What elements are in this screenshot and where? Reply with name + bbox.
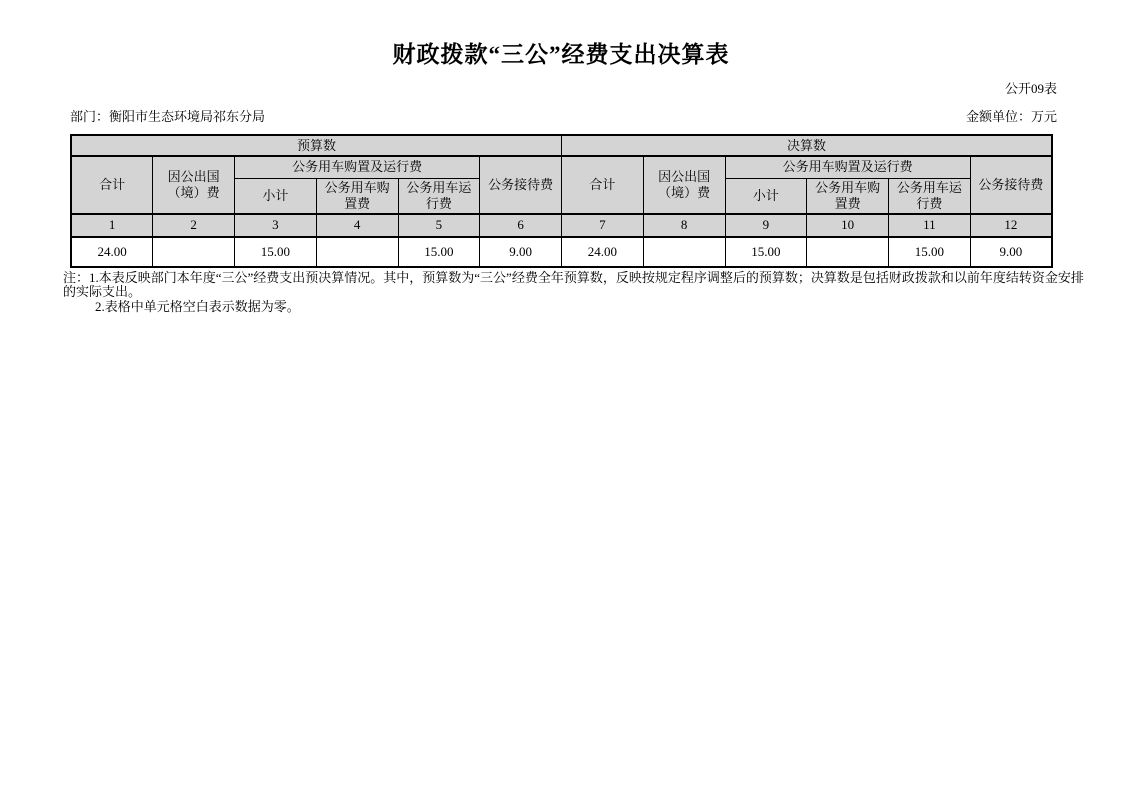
value-budget-total: 24.00	[71, 237, 153, 267]
form-code: 公开09表	[1004, 81, 1057, 96]
header-final-abroad: 因公出国（境）费	[643, 156, 725, 214]
column-number: 8	[643, 214, 725, 237]
value-budget-vehicle-operation: 15.00	[398, 237, 480, 267]
value-budget-abroad	[153, 237, 235, 267]
column-number: 4	[316, 214, 398, 237]
header-final-vehicle-subtotal: 小计	[725, 178, 807, 214]
three-public-expense-table	[70, 134, 1053, 268]
unit-label: 金额单位：万元	[965, 109, 1057, 124]
column-number: 2	[153, 214, 235, 237]
department-label: 部门：衡阳市生态环境局祁东分局	[70, 109, 266, 124]
header-final-total: 合计	[562, 156, 644, 214]
column-number: 3	[235, 214, 317, 237]
value-budget-vehicle-purchase	[316, 237, 398, 267]
column-number: 7	[562, 214, 644, 237]
column-number: 10	[807, 214, 889, 237]
column-number: 6	[480, 214, 562, 237]
column-number: 12	[970, 214, 1052, 237]
value-final-vehicle-operation: 15.00	[889, 237, 971, 267]
header-final-reception: 公务接待费	[970, 156, 1052, 214]
value-final-vehicle-subtotal: 15.00	[725, 237, 807, 267]
column-number: 5	[398, 214, 480, 237]
value-budget-vehicle-subtotal: 15.00	[235, 237, 317, 267]
meta-row	[70, 106, 1057, 125]
note-line-3: 2.表格中单元格空白表示数据为零。	[95, 298, 300, 314]
header-budget-vehicle-purchase: 公务用车购置费	[316, 178, 398, 214]
group-budget: 预算数	[71, 135, 562, 156]
column-number: 9	[725, 214, 807, 237]
document-page	[0, 36, 1122, 793]
note-line-2: 的实际支出。	[63, 284, 142, 299]
data-row	[71, 237, 1052, 267]
value-final-reception: 9.00	[970, 237, 1052, 267]
header-budget-abroad: 因公出国（境）费	[153, 156, 235, 214]
value-budget-reception: 9.00	[480, 237, 562, 267]
header-budget-vehicle-group: 公务用车购置及运行费	[235, 156, 480, 178]
header-final-vehicle-operation: 公务用车运行费	[889, 178, 971, 214]
footnotes	[63, 269, 1084, 315]
header-row-upper	[71, 156, 1052, 178]
value-final-vehicle-purchase	[807, 237, 889, 267]
column-number-row	[71, 214, 1052, 237]
note-line-1: 注：1.本表反映部门本年度“三公”经费支出预决算情况。其中，预算数为“三公”经费全年预算数，反映按规定程序调整后的预算数；决算数是包括财政拨款和以前年度结转资金安排	[63, 269, 1084, 285]
group-final: 决算数	[562, 135, 1053, 156]
group-header-row	[71, 135, 1052, 156]
header-budget-vehicle-subtotal: 小计	[235, 178, 317, 214]
page-title: 财政拨款“三公”经费支出决算表	[392, 42, 730, 67]
value-final-abroad	[643, 237, 725, 267]
column-number: 1	[71, 214, 153, 237]
value-final-total: 24.00	[562, 237, 644, 267]
header-final-vehicle-purchase: 公务用车购置费	[807, 178, 889, 214]
header-budget-reception: 公务接待费	[480, 156, 562, 214]
header-budget-total: 合计	[71, 156, 153, 214]
header-budget-vehicle-operation: 公务用车运行费	[398, 178, 480, 214]
column-number: 11	[889, 214, 971, 237]
header-final-vehicle-group: 公务用车购置及运行费	[725, 156, 970, 178]
